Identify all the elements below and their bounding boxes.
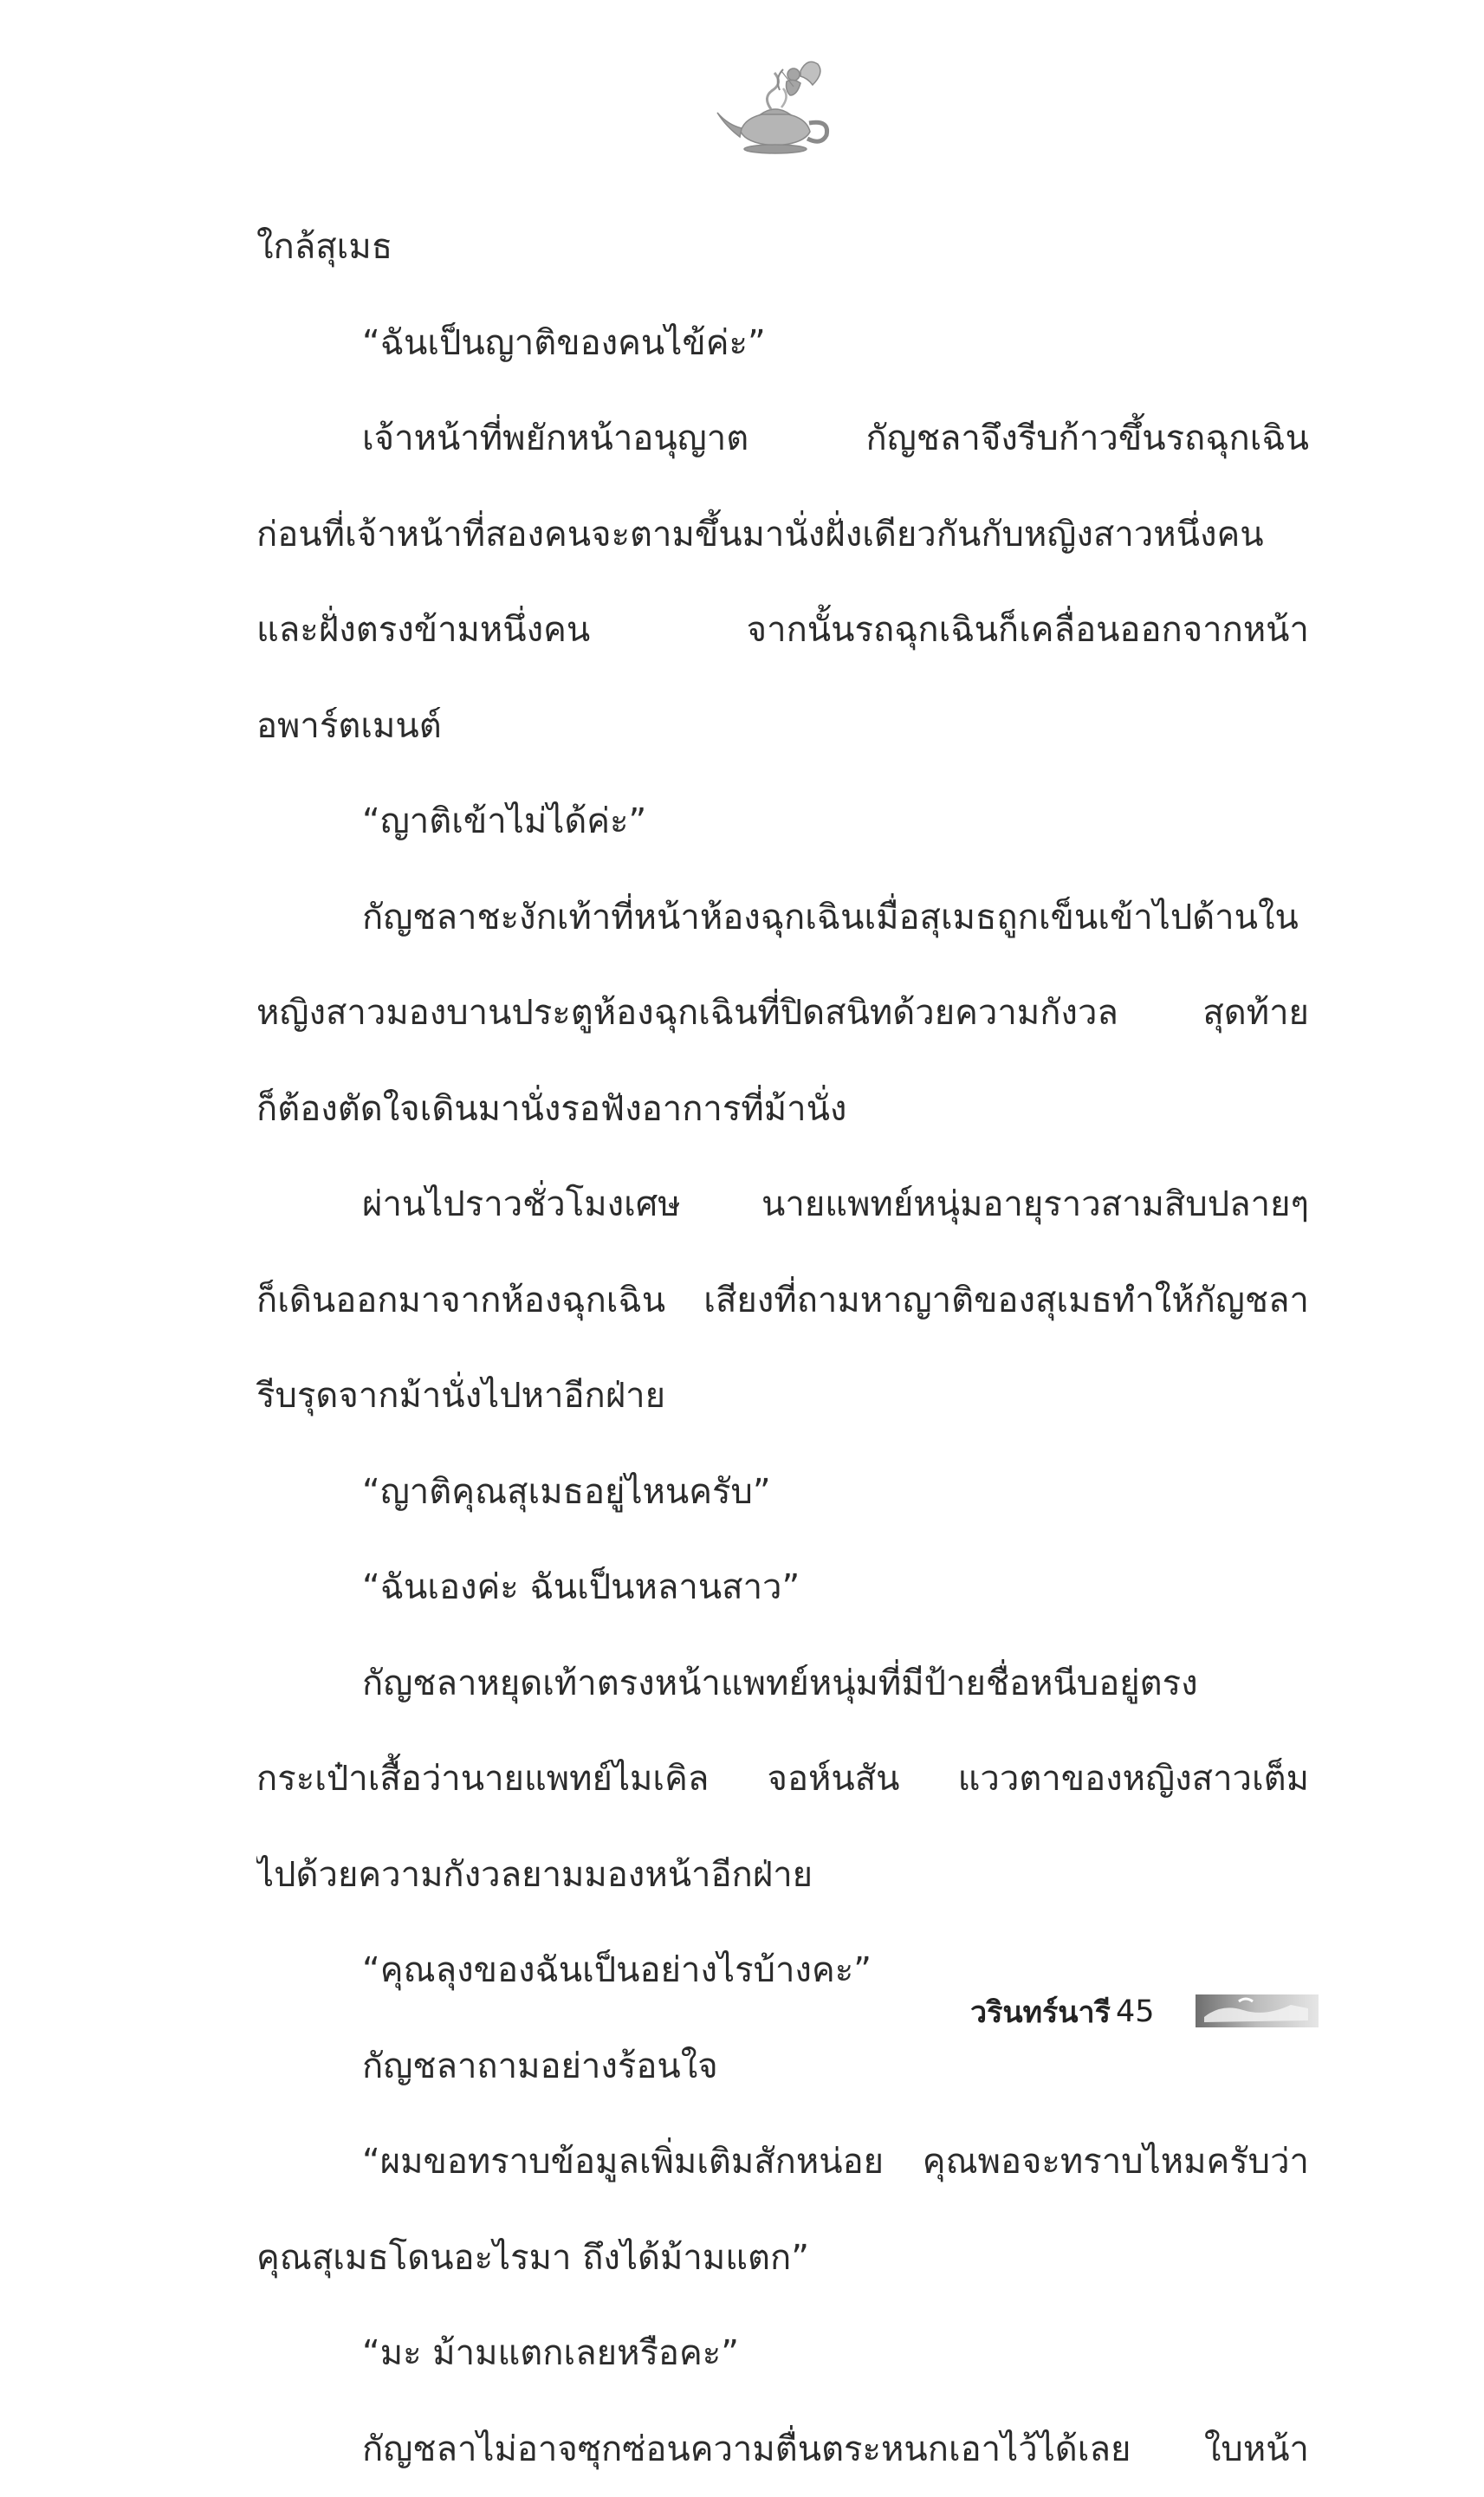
text-line: เจ้าหน้าที่พยักหน้าอนุญาต กัญชลาจึงรีบก้าวขึ้นรถฉุกเฉิน bbox=[256, 391, 1309, 487]
text-line: คุณสุเมธโดนอะไรมา ถึงได้ม้ามแตก” bbox=[256, 2210, 1309, 2306]
decorative-strip-icon bbox=[1196, 1991, 1319, 2031]
text-line: “ผมขอทราบข้อมูลเพิ่มเติมสักหน่อย คุณพอจะทราบไหมครับว่า bbox=[256, 2114, 1309, 2210]
text-line: และฝั่งตรงข้ามหนึ่งคน จากนั้นรถฉุกเฉินก็เคลื่อนออกจากหน้า bbox=[256, 582, 1309, 678]
text-line: กระเป๋าเสื้อว่านายแพทย์ไมเคิล จอห์นสัน แววตาของหญิงสาวเต็ม bbox=[256, 1731, 1309, 1827]
text-line: “มะ ม้ามแตกเลยหรือคะ” bbox=[256, 2306, 1309, 2402]
text-line: รีบรุดจากม้านั่งไปหาอีกฝ่าย bbox=[256, 1348, 1309, 1444]
text-line: กัญชลาหยุดเท้าตรงหน้าแพทย์หนุ่มที่มีป้ายชื่อหนีบอยู่ตรง bbox=[256, 1636, 1309, 1732]
text-line: กัญชลาถามอย่างร้อนใจ bbox=[256, 2019, 1309, 2115]
text-line: “ฉันเองค่ะ ฉันเป็นหลานสาว” bbox=[256, 1540, 1309, 1636]
text-line: ไปด้วยความกังวลยามมองหน้าอีกฝ่าย bbox=[256, 1827, 1309, 1923]
text-line: หญิงสาวมองบานประตูห้องฉุกเฉินที่ปิดสนิทด้วยความกังวล สุดท้าย bbox=[256, 965, 1309, 1061]
text-line: “ญาติคุณสุเมธอยู่ไหนครับ” bbox=[256, 1444, 1309, 1540]
text-line: ผ่านไปราวชั่วโมงเศษ นายแพทย์หนุ่มอายุราวสามสิบปลายๆ bbox=[256, 1157, 1309, 1253]
text-line: “ฉันเป็นญาติของคนไข้ค่ะ” bbox=[256, 295, 1309, 392]
text-line: ก่อนที่เจ้าหน้าที่สองคนจะตามขึ้นมานั่งฝั่งเดียวกันกับหญิงสาวหนึ่งคน bbox=[256, 487, 1309, 583]
text-line: “ญาติเข้าไม่ได้ค่ะ” bbox=[256, 774, 1309, 870]
text-line: อพาร์ตเมนต์ bbox=[256, 678, 1309, 775]
teapot-cupid-ornament-icon bbox=[710, 52, 840, 165]
text-line: กัญชลาไม่อาจซุกซ่อนความตื่นตระหนกเอาไว้ได้เลย ใบหน้า bbox=[256, 2402, 1309, 2497]
body-text bbox=[256, 199, 1309, 2497]
text-line: ใกล้สุเมธ bbox=[256, 199, 1309, 295]
text-line: กัญชลาชะงักเท้าที่หน้าห้องฉุกเฉินเมื่อสุเมธถูกเข็นเข้าไปด้านใน bbox=[256, 870, 1309, 966]
page-number: 45 bbox=[1116, 1994, 1155, 2029]
text-line: ก็เดินออกมาจากห้องฉุกเฉิน เสียงที่ถามหาญาติของสุเมธทำให้กัญชลา bbox=[256, 1253, 1309, 1349]
text-line: ก็ต้องตัดใจเดินมานั่งรอฟังอาการที่ม้านั่ง bbox=[256, 1061, 1309, 1158]
text-line: “คุณลุงของฉันเป็นอย่างไรบ้างคะ” bbox=[256, 1923, 1309, 2019]
page-footer bbox=[901, 1986, 1325, 2038]
book-title: วรินทร์นารี bbox=[970, 1988, 1111, 2035]
